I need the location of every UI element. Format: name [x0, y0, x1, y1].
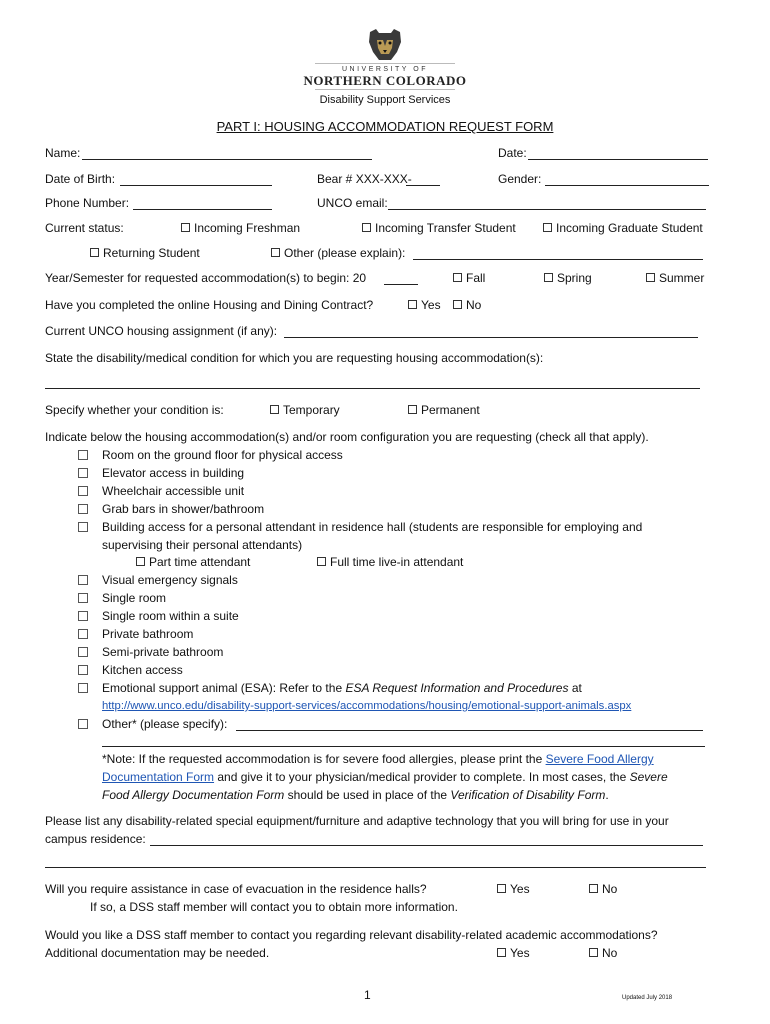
- attendant-full-time[interactable]: Full time live-in attendant: [317, 555, 463, 569]
- item-single-room: Single room: [102, 591, 167, 605]
- checkbox-semi-private-bath[interactable]: [78, 647, 88, 657]
- documentation-form-link[interactable]: Documentation Form: [102, 770, 215, 784]
- department-name: Disability Support Services: [319, 94, 451, 106]
- equipment-field[interactable]: [150, 833, 703, 846]
- note-line-3: Food Allergy Documentation Form should be used in place of the Verification of Disability Form.: [102, 788, 609, 802]
- item-grab-bars: Grab bars in shower/bathroom: [102, 502, 265, 516]
- item-other: Other* (please specify):: [102, 717, 228, 731]
- checkbox-icon: [271, 248, 280, 257]
- status-option-other[interactable]: Other (please explain):: [271, 246, 405, 260]
- checkbox-icon: [270, 405, 279, 414]
- checkbox-grab-bars[interactable]: [78, 504, 88, 514]
- contract-yes[interactable]: Yes: [408, 298, 441, 312]
- condition-temporary[interactable]: Temporary: [270, 403, 340, 417]
- checkbox-wheelchair[interactable]: [78, 486, 88, 496]
- checkbox-icon: [543, 223, 552, 232]
- dss-no[interactable]: No: [589, 946, 617, 960]
- checkbox-single-room[interactable]: [78, 593, 88, 603]
- year-field[interactable]: [384, 272, 418, 285]
- checkbox-visual-signals[interactable]: [78, 575, 88, 585]
- status-option-returning[interactable]: Returning Student: [90, 246, 200, 260]
- gender-label: Gender:: [498, 172, 542, 186]
- page-number: 1: [364, 988, 371, 1002]
- checkbox-kitchen[interactable]: [78, 665, 88, 675]
- bear-number-label: Bear # XXX-XXX-: [317, 172, 412, 186]
- checkbox-other[interactable]: [78, 719, 88, 729]
- assignment-field[interactable]: [284, 325, 698, 338]
- evacuation-note: If so, a DSS staff member will contact you to obtain more information.: [90, 900, 458, 914]
- condition-field[interactable]: [45, 376, 700, 389]
- checkbox-icon: [589, 884, 598, 893]
- checkbox-single-suite[interactable]: [78, 611, 88, 621]
- item-esa: Emotional support animal (ESA): Refer to the ESA Request Information and Procedures at: [102, 681, 582, 695]
- checkbox-private-bath[interactable]: [78, 629, 88, 639]
- checkbox-icon: [362, 223, 371, 232]
- status-label: Current status:: [45, 221, 124, 235]
- checkbox-icon: [136, 557, 145, 566]
- item-private-bath: Private bathroom: [102, 627, 194, 641]
- checkbox-icon: [646, 273, 655, 282]
- evacuation-question: Will you require assistance in case of evacuation in the residence halls?: [45, 882, 427, 896]
- equipment-field-2[interactable]: [45, 855, 706, 868]
- equipment-label: campus residence:: [45, 832, 146, 846]
- checkbox-icon: [497, 884, 506, 893]
- checkbox-icon: [453, 300, 462, 309]
- contract-question: Have you completed the online Housing and Dining Contract?: [45, 298, 374, 312]
- university-logo: [300, 28, 470, 91]
- item-single-suite: Single room within a suite: [102, 609, 239, 623]
- evacuation-yes[interactable]: Yes: [497, 882, 530, 896]
- checkbox-personal-attendant[interactable]: [78, 522, 88, 532]
- dss-yes[interactable]: Yes: [497, 946, 530, 960]
- dob-field[interactable]: [120, 173, 272, 186]
- year-semester-label: Year/Semester for requested accommodation(s) to begin: 20: [45, 271, 367, 285]
- dss-question: Would you like a DSS staff member to contact you regarding relevant disability-related academic accommodations?: [45, 928, 658, 942]
- item-personal-attendant: Building access for a personal attendant in residence hall (students are responsible for employing and: [102, 520, 643, 534]
- item-semi-private-bath: Semi-private bathroom: [102, 645, 224, 659]
- university-line-2: NORTHERN COLORADO: [303, 73, 467, 88]
- email-label: UNCO email:: [317, 196, 388, 210]
- checkbox-icon: [181, 223, 190, 232]
- esa-link[interactable]: http://www.unco.edu/disability-support-services/accommodations/housing/emotional-support-animals.aspx: [102, 700, 632, 712]
- item-personal-attendant-cont: supervising their personal attendants): [102, 538, 303, 552]
- status-option-transfer[interactable]: Incoming Transfer Student: [362, 221, 516, 235]
- checkbox-icon: [408, 405, 417, 414]
- semester-option-summer[interactable]: Summer: [646, 271, 704, 285]
- note-line-2: Documentation Form and give it to your physician/medical provider to complete. In most cases, the Severe: [102, 770, 668, 784]
- other-explain-field[interactable]: [413, 247, 703, 260]
- indicate-instructions: Indicate below the housing accommodation(s) and/or room configuration you are requesting (check all that apply).: [45, 430, 649, 444]
- gender-field[interactable]: [545, 173, 709, 186]
- condition-permanent[interactable]: Permanent: [408, 403, 480, 417]
- assignment-label: Current UNCO housing assignment (if any):: [45, 324, 278, 338]
- university-line-1: UNIVERSITY OF: [341, 66, 429, 73]
- checkbox-elevator[interactable]: [78, 468, 88, 478]
- status-option-freshman[interactable]: Incoming Freshman: [181, 221, 300, 235]
- phone-field[interactable]: [133, 197, 272, 210]
- updated-date: Updated July 2018: [622, 995, 673, 1001]
- name-field[interactable]: [82, 147, 372, 160]
- semester-option-fall[interactable]: Fall: [453, 271, 485, 285]
- date-label: Date:: [498, 146, 527, 160]
- name-label: Name:: [45, 146, 81, 160]
- item-kitchen: Kitchen access: [102, 663, 183, 677]
- item-visual-signals: Visual emergency signals: [102, 573, 238, 587]
- specify-label: Specify whether your condition is:: [45, 403, 224, 417]
- status-option-graduate[interactable]: Incoming Graduate Student: [543, 221, 703, 235]
- checkbox-icon: [90, 248, 99, 257]
- checkbox-icon: [408, 300, 417, 309]
- item-elevator: Elevator access in building: [102, 466, 245, 480]
- condition-question: State the disability/medical condition for which you are requesting housing accommodation(s):: [45, 351, 544, 365]
- checkbox-ground-floor[interactable]: [78, 450, 88, 460]
- other-specify-field[interactable]: [236, 718, 703, 731]
- contract-no[interactable]: No: [453, 298, 481, 312]
- dob-label: Date of Birth:: [45, 172, 116, 186]
- checkbox-icon: [453, 273, 462, 282]
- bear-number-field[interactable]: [406, 173, 440, 186]
- evacuation-no[interactable]: No: [589, 882, 617, 896]
- bear-logo-icon: [365, 28, 405, 62]
- checkbox-icon: [544, 273, 553, 282]
- dss-question-note: Additional documentation may be needed.: [45, 946, 270, 960]
- checkbox-esa[interactable]: [78, 683, 88, 693]
- phone-label: Phone Number:: [45, 196, 130, 210]
- item-wheelchair: Wheelchair accessible unit: [102, 484, 245, 498]
- date-field[interactable]: [528, 147, 708, 160]
- checkbox-icon: [497, 948, 506, 957]
- checkbox-icon: [589, 948, 598, 957]
- attendant-part-time[interactable]: Part time attendant: [136, 555, 250, 569]
- email-field[interactable]: [388, 197, 706, 210]
- form-title: PART I: HOUSING ACCOMMODATION REQUEST FORM: [216, 119, 554, 134]
- checkbox-icon: [317, 557, 326, 566]
- other-specify-field-2[interactable]: [102, 734, 705, 747]
- item-ground-floor: Room on the ground floor for physical access: [102, 448, 343, 462]
- food-allergy-link[interactable]: Severe Food Allergy: [545, 752, 654, 766]
- equipment-question: Please list any disability-related special equipment/furniture and adaptive technology that you will bring for use in your: [45, 814, 669, 828]
- semester-option-spring[interactable]: Spring: [544, 271, 592, 285]
- note-line-1: *Note: If the requested accommodation is for severe food allergies, please print the Severe Food Allergy: [102, 752, 654, 766]
